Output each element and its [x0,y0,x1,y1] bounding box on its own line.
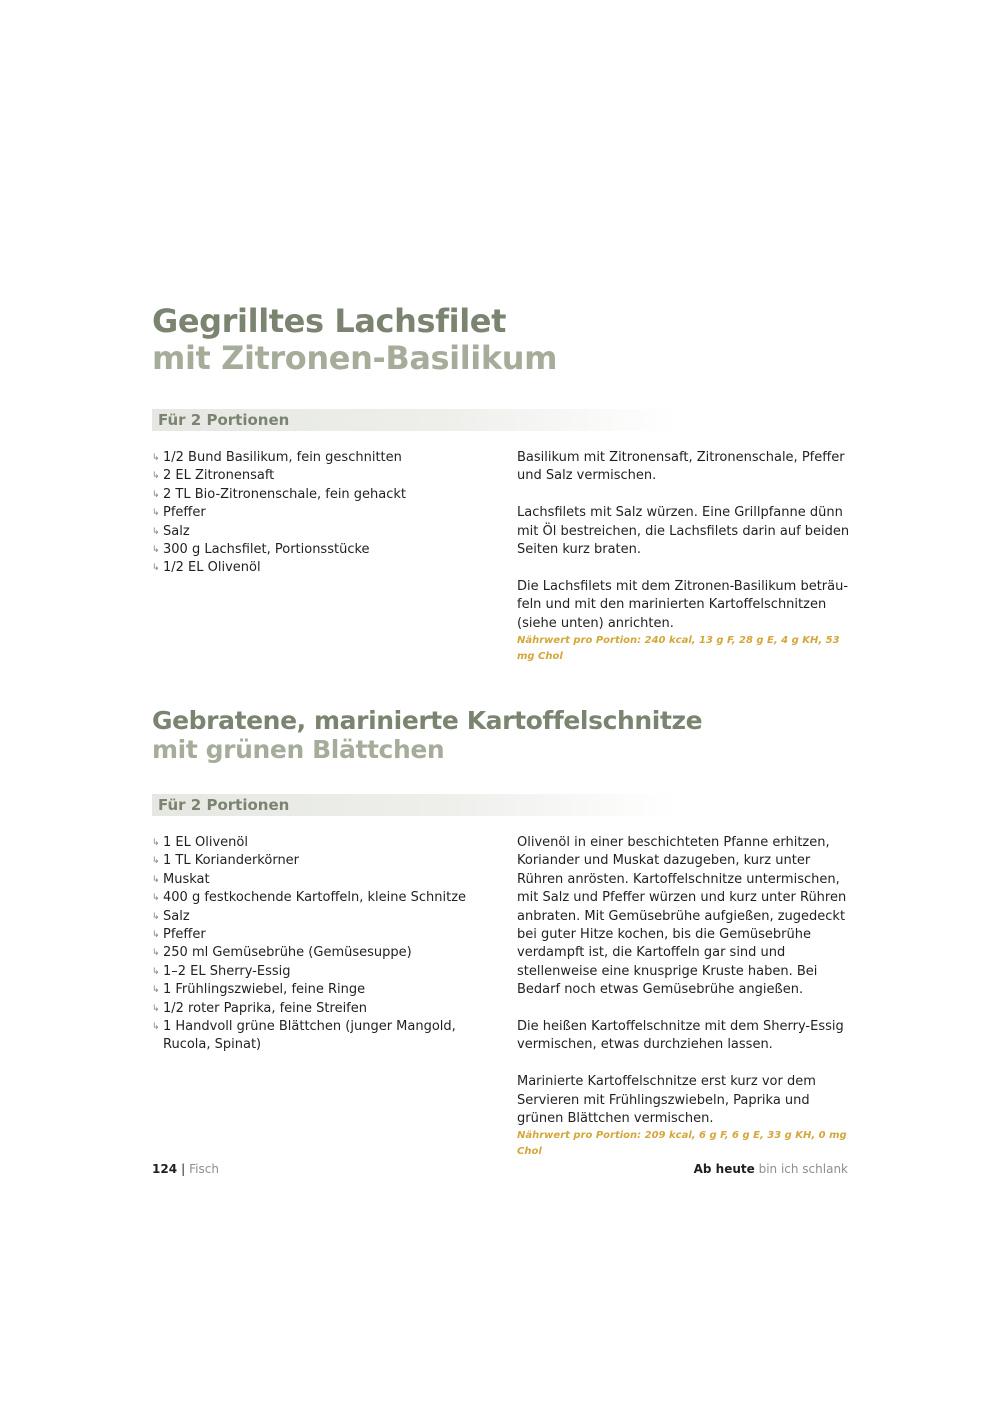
instructions [517,834,852,1160]
ingredient-item: ↳ 250 ml Gemüsebrühe (Gemüsesuppe) [152,944,472,962]
recipe-title [152,706,852,764]
footer-separator: | [181,1162,186,1176]
ingredient-item: ↳ 1 Frühlingszwiebel, feine Ringe [152,981,472,999]
ingredient-item: ↳ 300 g Lachsfilet, Portionsstücke [152,541,472,559]
recipe-title-sub: mit Zitronen-Basilikum [152,339,558,377]
arrow-bullet-icon: ↳ [152,453,160,463]
arrow-bullet-icon: ↳ [152,489,160,500]
ingredient-item: ↳ Pfeffer [152,504,472,522]
arrow-bullet-icon: ↳ [152,966,160,977]
page-number: 124 [152,1162,178,1176]
recipe-salmon [152,302,852,663]
arrow-bullet-icon: ↳ [152,911,160,922]
recipe-title-main: Gebratene, marinierte Kartoffelschnitze [152,706,703,735]
instructions [517,449,852,665]
ingredient-item: ↳ 1 TL Korianderkörner [152,852,472,870]
portions-bar: Für 2 Portionen [152,794,678,816]
ingredient-item: ↳ Salz [152,523,472,541]
arrow-bullet-icon: ↳ [152,526,160,537]
ingredient-item: ↳ 1 Handvoll grüne Blättchen (junger Mangold, Rucola, Spinat) [152,1019,456,1053]
arrow-bullet-icon: ↳ [152,893,160,904]
book-title [694,1160,848,1178]
ingredient-item: ↳ 1/2 roter Paprika, feine Streifen [152,1000,472,1018]
ingredient-item: ↳ Pfeffer [152,926,472,944]
nutrition-info: Nährwert pro Portion: 240 kcal, 13 g F, 28 g E, 4 g KH, 53 mg Chol [517,635,840,663]
recipe-potato-wedges [152,706,852,1158]
ingredient-list [152,834,472,1055]
recipe-title [152,303,852,377]
instruction-step: Olivenöl in einer beschichteten Pfanne erhitzen, Koriander und Muskat dazugeben, kurz unter Rühren anrösten. Kartoffelschnitze untermischen, mit Salz und Pfeffer würzen und kurz unter Rühren anbraten. Mit Gemüsebrühe aufgießen, zugedeckt bei guter Hitze kochen, bis die Gemüsebrühe verdampft ist, die Kartoffeln gar sind und stellenweise eine knusprige Kruste haben. Bei Bedarf noch etwas Gemüsebrühe angießen. [517,835,847,998]
ingredient-item: ↳ 1/2 Bund Basilikum, fein geschnitten [152,449,472,467]
arrow-bullet-icon: ↳ [152,508,160,519]
book-title-rest: bin ich schlank [758,1162,848,1176]
ingredient-item: ↳ Salz [152,908,472,926]
nutrition-info: Nährwert pro Portion: 209 kcal, 6 g F, 6 g E, 33 g KH, 0 mg Chol [517,1130,847,1158]
ingredient-item: ↳ 1 EL Olivenöl [152,834,472,852]
section-name: Fisch [189,1162,219,1176]
ingredient-list [152,449,472,578]
arrow-bullet-icon: ↳ [152,948,160,959]
instruction-step: Lachsfilets mit Salz würzen. Eine Grillpfanne dünn mit Öl bestreichen, die Lachsfilets darin auf beiden Seiten kurz braten. [517,505,850,558]
arrow-bullet-icon: ↳ [152,930,160,941]
arrow-bullet-icon: ↳ [152,856,160,867]
arrow-bullet-icon: ↳ [152,471,160,482]
ingredient-item: ↳ 1/2 EL Olivenöl [152,559,472,577]
book-title-bold: Ab heute [693,1162,755,1176]
recipe-title-main: Gegrilltes Lachsfilet [152,302,506,340]
arrow-bullet-icon: ↳ [152,1022,160,1033]
recipe-title-sub: mit grünen Blättchen [152,735,445,764]
instruction-step: Basilikum mit Zitronensaft, Zitronenschale, Pfeffer und Salz vermischen. [517,450,845,484]
ingredient-item: ↳ Muskat [152,871,472,889]
ingredient-item: ↳ 400 g festkochende Kartoffeln, kleine Schnitze [152,889,472,907]
arrow-bullet-icon: ↳ [152,985,160,996]
ingredient-item: ↳ 2 TL Bio-Zitronenschale, fein gehackt [152,486,472,504]
arrow-bullet-icon: ↳ [152,545,160,556]
arrow-bullet-icon: ↳ [152,838,160,848]
instruction-step: Die heißen Kartoffelschnitze mit dem Sherry-Essig vermischen, etwas durchziehen lassen. [517,1019,844,1053]
recipe-columns [152,449,852,663]
ingredient-item: ↳ 2 EL Zitronensaft [152,467,472,485]
recipe-columns [152,834,852,1158]
ingredient-item: ↳ 1–2 EL Sherry-Essig [152,963,472,981]
instruction-step: Die Lachsfilets mit dem Zitronen-Basilikum beträufeln und mit den marinierten Kartoffelschnitzen (siehe unten) anrichten. [517,578,849,631]
arrow-bullet-icon: ↳ [152,563,160,574]
footer-left [152,1160,219,1178]
instruction-step: Marinierte Kartoffelschnitze erst kurz vor dem Servieren mit Frühlingszwiebeln, Paprika und grünen Blättchen vermischen. [517,1074,816,1127]
arrow-bullet-icon: ↳ [152,874,160,885]
portions-bar: Für 2 Portionen [152,409,678,431]
arrow-bullet-icon: ↳ [152,1003,160,1014]
